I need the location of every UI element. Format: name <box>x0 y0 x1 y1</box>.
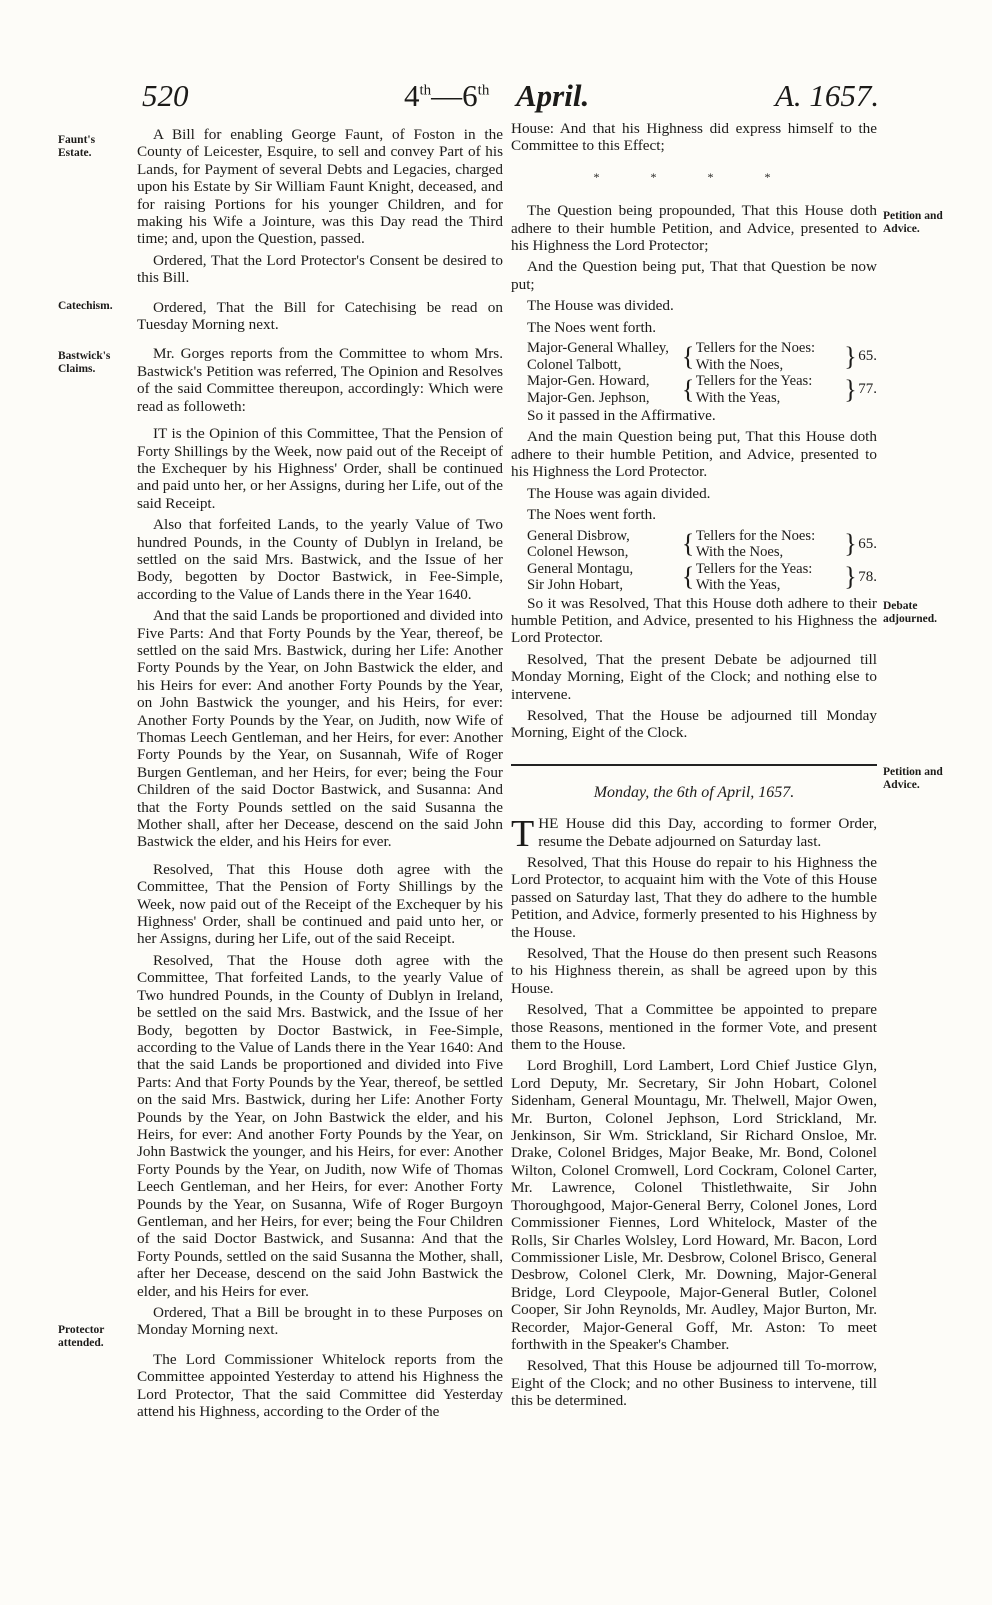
right-column <box>511 120 877 1414</box>
header-year: A. 1657. <box>775 78 880 113</box>
paragraph-catechism-order: Ordered, That the Bill for Catechising be read on Tuesday Morning next. <box>137 298 503 334</box>
teller-name: Major-Gen. Howard, <box>527 373 650 390</box>
teller-name: General Disbrow, <box>527 527 630 544</box>
teller-role: With the Yeas, <box>695 577 781 593</box>
division-count: 77. <box>858 381 877 398</box>
division-count: 65. <box>858 348 877 365</box>
sidenote-petition-advice-2: Petition and Advice. <box>883 766 943 791</box>
paragraph-resolved-lands: Resolved, That the House doth agree with the Committee, That forfeited Lands, to the yearly Value of Two hundred Pounds, in the County of Dublyn in Ireland, be settled on the said Mrs. Bastwick, and the Issue of her Body, begotten by Doctor Bastwick, in Fee-Simple, according to the Value of Lands there in the Year 1640: And that the said Lands be proportioned and divided into Five Parts: And that Forty Pounds by the Year, thereof, be settled on the said Mrs. Bastwick, during her Life: Another Forty Pounds by the Year, on John Bastwick the elder, and his Heirs, for ever: And another Forty Pounds by the Year, on John Bastwick the younger, and his Heirs, for ever: Another Forty Pounds by the Year, on Judith, now Wife of Thomas Leech Gentleman, and her Heirs, for ever: Another Forty Pounds by the Year, on Susanna, Wife of Roger Burgoyn Gentleman, and her Heirs, for ever; being the Four Children of the said Doctor Bastwick, and Susanna: And that the Forty Pounds, settled on the said Susanna the Mother, shall, after her Decease, descend on the said John Bastwick the elder, and his Heirs for ever. <box>137 951 503 1300</box>
teller-role: Tellers for the Noes: <box>695 340 816 357</box>
paragraph-affirmative: So it passed in the Affirmative. <box>527 407 716 425</box>
paragraph-bill-order: Ordered, That a Bill be brought in to these Purposes on Monday Morning next. <box>137 1304 503 1339</box>
teller-name: General Montagu, <box>527 560 634 577</box>
paragraph-whitelock-report: The Lord Commissioner Whitelock reports from the Committee appointed Yesterday to attend his Highness the Lord Protector, That the said Committee did Yesterday attend his Highness, according to the Order of the <box>137 1350 503 1421</box>
sidenote-petition-advice-1: Petition and Advice. <box>883 210 943 235</box>
teller-name: Colonel Talbott, <box>527 356 622 373</box>
paragraph-house-divided: The House was divided. <box>527 297 674 315</box>
sidenote-debate-adjourned: Debate adjourned. <box>883 600 937 625</box>
left-column <box>137 126 503 1424</box>
teller-role: Tellers for the Yeas: <box>695 373 813 390</box>
section-divider <box>511 764 877 766</box>
teller-name: Major-Gen. Jephson, <box>527 389 650 406</box>
paragraph-question-put: And the Question being put, That that Question be now put; <box>511 258 877 293</box>
page-number: 520 <box>142 78 189 113</box>
day-heading: Monday, the 6th of April, 1657. <box>593 783 795 801</box>
division-table-2: General Disbrow, { Tellers for the Noes: } 65. Colonel Hewson, With the Noes, General Montagu, { Tellers for the Yeas: } 78. Sir John Hobart, With the Yeas, <box>511 528 877 594</box>
paragraph-debate-adjourned: Resolved, That the present Debate be adjourned till Monday Morning, Eight of the Clock; and nothing else to intervene. <box>511 650 877 703</box>
paragraph-present-reasons: Resolved, That the House do then present such Reasons to his Highness therein, as shall be agreed upon by this House. <box>511 945 877 997</box>
division-table-1: Major-General Whalley, { Tellers for the Noes: } 65. Colonel Talbott, With the Noes, Major-Gen. Howard, { Tellers for the Yeas: } 77. Major-Gen. Jephson, With the Yeas, <box>511 340 877 406</box>
sidenote-bastwick-claims: Bastwick's Claims. <box>58 350 111 375</box>
paragraph-continuation: House: And that his Highness did express himself to the Committee to this Effect; <box>511 120 877 155</box>
paragraph-committee-members: Lord Broghill, Lord Lambert, Lord Chief Justice Glyn, Lord Deputy, Mr. Secretary, Sir John Hobart, Colonel Sidenham, General Mountagu, Mr. Thelwell, Major Owen, Mr. Burton, Colonel Jephson, Lord Strickland, Mr. Jenkinson, Sir Wm. Strickland, Sir Richard Onsloe, Mr. Drake, Colonel Bridges, Major Beake, Mr. Bond, Colonel Wilton, Colonel Cromwell, Lord Cockram, Colonel Carter, Mr. Lawrence, Colonel Thistlethwaite, Sir John Thoroughgood, Major-General Berry, Colonel Jones, Lord Commissioner Fiennes, Lord Whitelock, Master of the Rolls, Sir Charles Wolsley, Lord Howard, Mr. Bacon, Lord Commissioner Lisle, Mr. Desbrow, Colonel Brisco, General Desbrow, Colonel Clerk, Mr. Downing, Major-General Bridge, Lord Cleypoole, Major-General Butler, Colonel Cooper, Sir John Reynolds, Mr. Audley, Major Burton, Mr. Recorder, Major-General Goff, Mr. Aston: To meet forthwith in the Speaker's Chamber. <box>511 1057 877 1353</box>
header-month: April. <box>516 78 590 113</box>
paragraph-adjourned-tomorrow: Resolved, That this House be adjourned till To-morrow, Eight of the Clock; and no other Business to intervene, till this be determined. <box>511 1357 877 1410</box>
paragraph-house-resume <box>511 813 877 856</box>
teller-name: Sir John Hobart, <box>527 577 624 593</box>
paragraph-five-parts: And that the said Lands be proportioned and divided into Five Parts: And that Forty Pounds by the Year, thereof, be settled on the said Mrs. Bastwick, during her Life: Another Forty Pounds by the Year, on John Bastwick the elder, and his Heirs for ever: And another Forty Pounds by the Year, on John Bastwick the younger, and his Heirs, for ever: Another Forty Pounds by the Year, on Judith, now Wife of Thomas Leech Gentleman, and her Heirs, for ever: Another Forty Pounds by the Year, on Susannah, Wife of Roger Burgen Gentleman, and her Heirs, for ever; being the Four Children of the said Doctor Bastwick, and Susanna: And that the Forty Pounds settled on the said Susanna the Mother shall, after her Decease, descend on the said John Bastwick the elder, and his Heirs for ever. <box>137 607 503 851</box>
teller-name: Major-General Whalley, <box>527 340 669 357</box>
date-to: 6 <box>462 78 478 113</box>
paragraph-faunt-bill: A Bill for enabling George Faunt, of Foston in the County of Leicester, Esquire, to sell and convey Part of his Lands, for Payment of several Debts and Legacies, charged upon his Estate by Sir William Faunt Knight, deceased, and for raising Portions for his younger Children, and for making his Wife a Jointure, was this Day read the Third time; and, upon the Question, passed. <box>137 126 503 248</box>
date-to-suffix: th <box>477 82 490 99</box>
paragraph-gorges-report: Mr. Gorges reports from the Committee to whom Mrs. Bastwick's Petition was referred, The Opinion and Resolves of the said Committee thereupon, accordingly: Which were read as followeth: <box>137 345 503 415</box>
paragraph-house-resume-text: HE House did this Day, according to former Order, resume the Debate adjourned on Saturday last. <box>538 815 877 850</box>
teller-name: Colonel Hewson, <box>527 544 629 560</box>
paragraph-again-divided: The House was again divided. <box>527 484 711 502</box>
paragraph-house-adjourned: Resolved, That the House be adjourned till Monday Morning, Eight of the Clock. <box>511 706 877 742</box>
paragraph-committee-opinion: IT is the Opinion of this Committee, That the Pension of Forty Shillings by the Week, now paid out of the Receipt of the Exchequer by his Highness' Order, shall be continued and paid unto her, or her Assigns, during her Life, out of the said Receipt. <box>137 425 503 512</box>
teller-role: With the Yeas, <box>695 389 781 406</box>
teller-role: With the Noes, <box>695 544 784 560</box>
teller-role: Tellers for the Yeas: <box>695 560 813 577</box>
division-count: 78. <box>858 568 877 585</box>
omission-stars: * * * * <box>593 169 795 184</box>
teller-role: Tellers for the Noes: <box>695 527 816 544</box>
paragraph-repair-protector: Resolved, That this House do repair to his Highness the Lord Protector, to acquaint him with the Vote of this House passed on Saturday last, That they do adhere to the humble Petition, and Advice, formerly presented to his Highness by the House. <box>511 853 877 941</box>
paragraph-main-question: And the main Question being put, That this House doth adhere to their humble Petition, and Advice, presented to his Highness the Lord Protector. <box>511 428 877 481</box>
date-range: 4th—6th <box>404 78 490 113</box>
paragraph-forfeited-lands: Also that forfeited Lands, to the yearly Value of Two hundred Pounds, in the County of Dublyn in Ireland, be settled on the said Mrs. Bastwick, and the Issue of her Body, begotten by Doctor Bastwick, in Fee-Simple, according to the Value of Lands there in the Year 1640. <box>137 516 503 603</box>
paragraph-resolved-adhere: So it was Resolved, That this House doth adhere to their humble Petition, and Advice, presented to his Highness the Lord Protector. <box>511 594 877 647</box>
paragraph-consent-order: Ordered, That the Lord Protector's Consent be desired to this Bill. <box>137 251 503 287</box>
teller-role: With the Noes, <box>695 356 784 373</box>
date-from-suffix: th <box>419 82 432 99</box>
drop-cap: T <box>511 813 535 856</box>
date-from: 4 <box>404 78 420 113</box>
sidenote-protector-attended: Protector attended. <box>58 1324 105 1349</box>
division-count: 65. <box>858 535 877 552</box>
paragraph-resolved-pension: Resolved, That this House doth agree with the Committee, That the Pension of Forty Shillings by the Week, now paid out of the Receipt of the Exchequer by his Highness' Order, shall be continued and paid unto her, or her Assigns, during her Life, out of the said Receipt. <box>137 860 503 948</box>
sidenote-catechism: Catechism. <box>58 300 113 312</box>
page-header <box>0 78 992 118</box>
sidenote-faunt-estate: Faunt's Estate. <box>58 134 96 159</box>
paragraph-noes-forth: The Noes went forth. <box>527 318 657 336</box>
paragraph-committee-appointed: Resolved, That a Committee be appointed to prepare those Reasons, mentioned in the former Vote, and present them to the House. <box>511 1001 877 1054</box>
paragraph-question-propounded: The Question being propounded, That this House doth adhere to their humble Petition, and Advice, presented to his Highness the Lord Protector; <box>511 202 877 255</box>
paragraph-noes-forth-2: The Noes went forth. <box>527 506 657 524</box>
